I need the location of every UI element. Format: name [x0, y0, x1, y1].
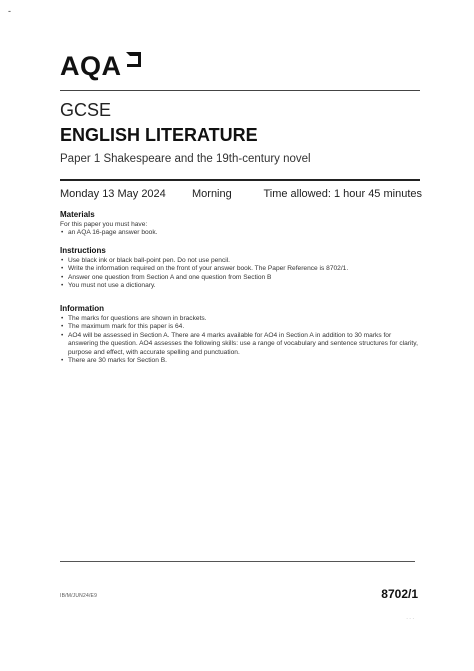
list-item: • The maximum mark for this paper is 64. — [60, 323, 422, 331]
footer-rule — [60, 561, 415, 562]
exam-date: Monday 13 May 2024 — [60, 188, 166, 200]
list-item: • Write the information required on the front of your answer book. The Paper Reference is 8702/1. — [60, 265, 422, 273]
materials-section — [60, 210, 422, 238]
list-item: • Answer one question from Section A and one question from Section B — [60, 274, 422, 282]
instructions-heading: Instructions — [60, 246, 106, 255]
course-title: GCSE — [60, 100, 112, 120]
paper-reference: 8702/1 — [381, 587, 418, 601]
meta-rule — [60, 179, 420, 181]
time-allowed: Time allowed: 1 hour 45 minutes — [263, 188, 422, 200]
information-section — [60, 304, 422, 365]
subject-title: ENGLISH LITERATURE — [60, 125, 258, 145]
list-item: • You must not use a dictionary. — [60, 282, 422, 290]
list-item: • Use black ink or black ball-point pen. Do not use pencil. — [60, 257, 422, 265]
footer-code: IB/M/JUN24/E9 — [60, 593, 98, 599]
materials-heading: Materials — [60, 210, 95, 219]
exam-session: Morning — [192, 188, 232, 200]
aqa-logo — [60, 52, 142, 80]
logo-wordmark: AQA — [60, 51, 122, 81]
list-item: • There are 30 marks for Section B. — [60, 357, 422, 365]
list-item: • AO4 will be assessed in Section A. There are 4 marks available for AO4 in Section A in addition to 30 marks for answering the question. AO4 assesses the following skills: use a range of vocabulary and sentence structures for clarity, purpose and effect, with accurate spelling and punctuation. — [60, 332, 422, 357]
instructions-section — [60, 246, 422, 291]
aqa-tick-icon — [124, 50, 142, 75]
paper-title: Paper 1 Shakespeare and the 19th-century novel — [60, 153, 311, 165]
materials-intro: For this paper you must have: — [60, 221, 148, 228]
footer-dots: · · · — [406, 616, 414, 622]
title-block — [60, 100, 311, 165]
list-item: • an AQA 16-page answer book. — [60, 229, 422, 237]
information-heading: Information — [60, 304, 104, 313]
list-item: • The marks for questions are shown in brackets. — [60, 315, 422, 323]
corner-mark: - — [8, 6, 11, 16]
header-rule — [60, 90, 420, 91]
